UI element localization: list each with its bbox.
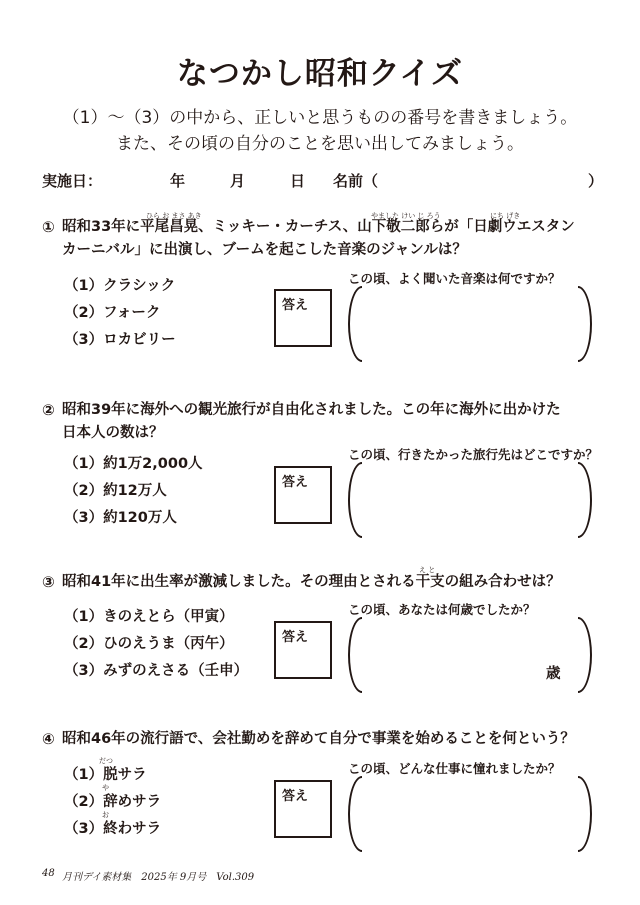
- answer-label: 答え: [282, 298, 309, 313]
- question-text: 昭和33年に平尾昌晃、ミッキー・カーチス、山下敬二郎らが「日劇ウエスタン: [62, 219, 575, 235]
- ruby-reading: にち げき: [490, 212, 521, 220]
- right-bracket: [578, 617, 592, 693]
- ruby-reading: ひら お まさ あき: [146, 212, 202, 220]
- question-number: ②: [42, 401, 55, 419]
- right-bracket: [578, 286, 592, 362]
- question-text: 昭和39年に海外への観光旅行が自由化されました。この年に海外に出かけた: [62, 402, 561, 418]
- left-bracket: [348, 462, 362, 538]
- publication-info: 月刊デイ素材集 2025年 9月号 Vol.309: [62, 872, 255, 883]
- right-bracket: [578, 776, 592, 852]
- left-bracket: [348, 286, 362, 362]
- answer-label: 答え: [282, 630, 309, 645]
- ruby-reading: お: [102, 811, 109, 819]
- question-number: ①: [42, 218, 55, 236]
- day-field[interactable]: 日: [290, 172, 306, 190]
- option: （1）きのえとら（甲寅）: [64, 609, 234, 625]
- option: （3）約120万人: [64, 510, 177, 526]
- answer-box[interactable]: [274, 466, 332, 524]
- date-label: 実施日：: [42, 172, 103, 190]
- age-suffix: 歳: [546, 666, 561, 682]
- ruby-reading: やました けい じ ろう: [371, 212, 441, 220]
- ruby-reading: だつ: [99, 757, 113, 765]
- reflection-prompt: この頃、あなたは何歳でしたか？: [348, 602, 536, 617]
- reflection-prompt: この頃、よく聞いた音楽は何ですか？: [348, 271, 561, 286]
- option: （3）終わサラ: [64, 821, 162, 837]
- question-number: ④: [42, 730, 55, 748]
- question-number: ③: [42, 573, 55, 591]
- page-number: 48: [42, 868, 55, 879]
- answer-label: 答え: [282, 475, 309, 490]
- question-text: カーニバル」に出演し、ブームを起こした音楽のジャンルは？: [62, 242, 467, 258]
- month-field[interactable]: 月: [230, 172, 246, 190]
- option: （2）約12万人: [64, 483, 167, 499]
- reflection-prompt: この頃、どんな仕事に憧れましたか？: [348, 761, 561, 776]
- left-bracket: [348, 617, 362, 693]
- option: （1）脱サラ: [64, 767, 147, 783]
- question-text: 日本人の数は？: [62, 425, 164, 441]
- answer-box[interactable]: [274, 289, 332, 347]
- page-title: なつかし昭和クイズ: [176, 56, 464, 92]
- option: （1）クラシック: [64, 278, 176, 294]
- option: （2）辞めサラ: [64, 794, 162, 810]
- option: （1）約1万2,000人: [64, 456, 203, 472]
- option: （2）フォーク: [64, 305, 161, 321]
- left-bracket: [348, 776, 362, 852]
- ruby-reading: え と: [419, 566, 436, 574]
- answer-label: 答え: [282, 789, 309, 804]
- answer-box[interactable]: [274, 621, 332, 679]
- year-field[interactable]: 年: [170, 172, 186, 190]
- option: （2）ひのえうま（丙午）: [64, 636, 234, 652]
- instruction-line-2: また、その頃の自分のことを思い出してみましょう。: [116, 134, 524, 154]
- option: （3）みずのえさる（壬申）: [64, 663, 249, 679]
- option: （3）ロカビリー: [64, 332, 176, 348]
- name-field-close: ）: [588, 172, 604, 190]
- answer-box[interactable]: [274, 780, 332, 838]
- reflection-prompt: この頃、行きたかった旅行先はどこですか？: [348, 447, 599, 462]
- ruby-reading: や: [102, 784, 109, 792]
- question-text: 昭和46年の流行語で、会社勤めを辞めて自分で事業を始めることを何という？: [62, 731, 575, 747]
- question-text: 昭和41年に出生率が激減しました。その理由とされる干支の組み合わせは？: [62, 574, 561, 590]
- instruction-line-1: （1）～（3）の中から、正しいと思うものの番号を書きましょう。: [62, 108, 578, 128]
- right-bracket: [578, 462, 592, 538]
- name-field[interactable]: 名前（: [333, 172, 379, 190]
